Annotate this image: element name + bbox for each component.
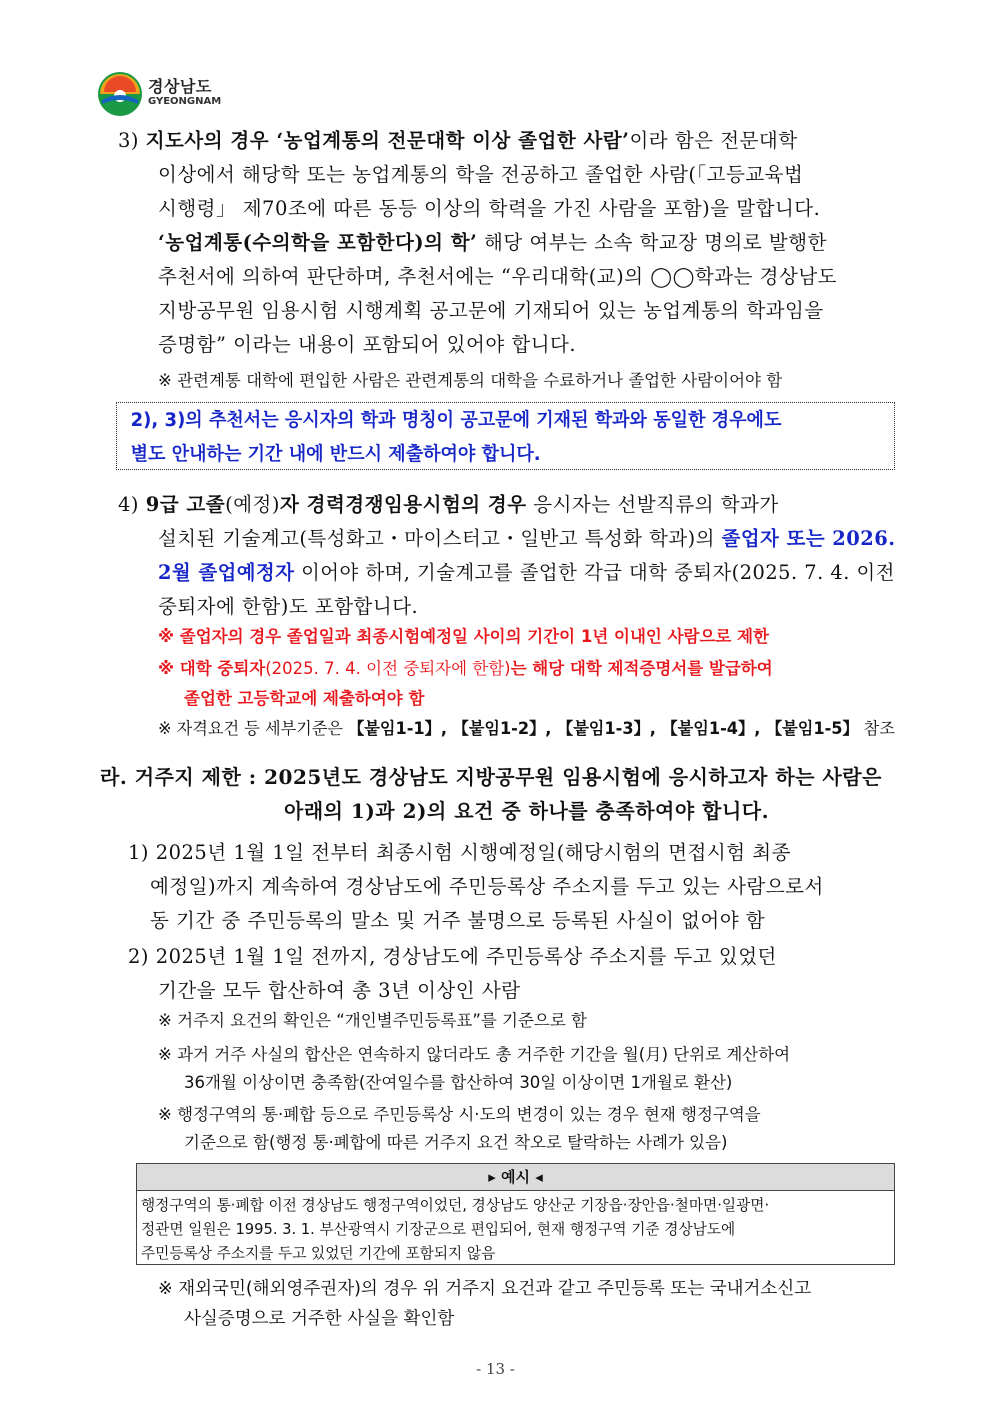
item-3-line-2: 이상에서 해당학 또는 농업계통의 학을 전공하고 졸업한 사람(「고등교육법: [158, 163, 804, 186]
example-title: ▸ 예시 ◂: [137, 1164, 894, 1191]
logo-korean-name: 경상남도: [148, 77, 212, 96]
item-3-bold-phrase: 지도사의 경우 ‘농업계통의 전문대학 이상 졸업한 사람’: [145, 129, 630, 152]
item-4-reference-note: [158, 714, 895, 744]
item-3-note: ※ 관련계통 대학에 편입한 사람은 관련계통의 대학을 수료하거나 졸업한 사람이어야 함: [158, 371, 783, 390]
residence-note-3-line-2: 기준으로 함(행정 통·폐합에 따른 거주지 요건 착오로 탈락하는 사례가 있음): [184, 1133, 728, 1152]
item-3-text: 이라 함은 전문대학: [629, 129, 798, 152]
example-line-3: 주민등록상 주소지를 두고 있었던 기간에 포함되지 않음: [141, 1244, 496, 1262]
submission-notice-box: [116, 402, 895, 470]
page-number: - 13 -: [476, 1360, 515, 1378]
example-body: [137, 1191, 894, 1265]
example-box: [136, 1163, 895, 1265]
item-3-number: 3): [118, 129, 140, 152]
ref-note-a: ※ 자격요건 등 세부기준은: [158, 719, 349, 738]
item-4-line-1: [118, 488, 779, 522]
item-4-text-2: 설치된 기술계고(특성화고・마이스터고・일반고 특성화 학과)의: [158, 527, 722, 550]
item-3-bold-phrase-2: ‘농업계통(수의학을 포함한다)의 학’: [158, 231, 478, 254]
item-4-number: 4): [118, 493, 140, 516]
item-4-bold-2: 자 경력경쟁임용시험의 경우: [279, 493, 527, 516]
residence-item-1-line-1: 1) 2025년 1월 1일 전부터 최종시험 시행예정일(해당시험의 면접시험 최종: [128, 841, 791, 864]
item-4-bold-1: 9급 고졸: [145, 493, 226, 516]
residence-note-3-line-1: ※ 행정구역의 통·폐합 등으로 주민등록상 시·도의 변경이 있는 경우 현재 행정구역을: [158, 1105, 761, 1124]
item-4-text-1: 응시자는 선발직류의 학과가: [526, 493, 779, 516]
item-3-line-3: 시행령」 제70조에 따른 동등 이상의 학력을 가진 사람을 포함)을 말합니다.: [158, 197, 821, 220]
item-4-line-4: 중퇴자에 한함)도 포함합니다.: [158, 595, 419, 618]
item-4-line-3: [158, 556, 895, 590]
red-note-2-b: (2025. 7. 4. 이전 중퇴자에 한함): [265, 659, 511, 678]
gyeongnam-emblem-icon: [96, 70, 144, 118]
red-note-2: [158, 654, 773, 684]
item-4-highlight-1: 졸업자 또는 2026.: [721, 527, 896, 550]
residence-item-1-line-2: 예정일)까지 계속하여 경상남도에 주민등록상 주소지를 두고 있는 사람으로서: [150, 875, 824, 898]
item-4-line-2: [158, 522, 896, 556]
final-note-line-2: 사실증명으로 거주한 사실을 확인함: [184, 1309, 455, 1329]
red-note-2-c: 는 해당 대학 제적증명서를 발급하여: [510, 659, 773, 678]
residence-note-1: ※ 거주지 요건의 확인은 “개인별주민등록표”를 기준으로 함: [158, 1011, 587, 1030]
notice-line-2: 별도 안내하는 기간 내에 반드시 제출하여야 합니다.: [130, 444, 541, 465]
ref-note-c: 참조: [858, 719, 896, 738]
red-note-1: ※ 졸업자의 경우 졸업일과 최종시험예정일 사이의 기간이 1년 이내인 사람으로 제한: [158, 627, 769, 646]
residence-note-2-line-2: 36개월 이상이면 충족함(잔여일수를 합산하여 30일 이상이면 1개월로 환산): [184, 1073, 733, 1092]
section-heading-line-2: 아래의 1)과 2)의 요건 중 하나를 충족하여야 합니다.: [284, 799, 770, 823]
item-3-line-7: 증명함” 이라는 내용이 포함되어 있어야 합니다.: [158, 333, 577, 356]
final-note-line-1: ※ 재외국민(해외영주권자)의 경우 위 거주지 요건과 같고 주민등록 또는 국내거소신고: [158, 1279, 812, 1299]
item-3-line-5: 추천서에 의하여 판단하며, 추천서에는 “우리대학(교)의 ◯◯학과는 경상남도: [158, 265, 837, 288]
example-line-1: 행정구역의 통·폐합 이전 경상남도 행정구역이었던, 경상남도 양산군 기장읍·장안읍·철마면·일광면·: [141, 1196, 770, 1214]
ref-note-attachments: 【붙임1-1】, 【붙임1-2】, 【붙임1-3】, 【붙임1-4】, 【붙임1-5】: [348, 719, 859, 738]
item-3-line-6: 지방공무원 임용시험 시행계획 공고문에 기재되어 있는 농업계통의 학과임을: [158, 299, 824, 322]
logo-english-name: GYEONGNAM: [148, 96, 222, 107]
section-heading-line-1: 라. 거주지 제한 : 2025년도 경상남도 지방공무원 임용시험에 응시하고자 하는 사람은: [100, 765, 882, 789]
red-note-2-a: ※ 대학 중퇴자: [158, 659, 266, 678]
red-note-3: 졸업한 고등학교에 제출하여야 함: [184, 689, 425, 708]
residence-item-2-line-1: 2) 2025년 1월 1일 전까지, 경상남도에 주민등록상 주소지를 두고 있었던: [128, 945, 777, 968]
notice-line-1: 2), 3)의 추천서는 응시자의 학과 명칭이 공고문에 기재된 학과와 동일한 경우에도: [130, 410, 782, 431]
item-3-text-2: 해당 여부는 소속 학교장 명의로 발행한: [477, 231, 827, 254]
item-4-paren: (예정): [225, 493, 280, 516]
residence-item-2-line-2: 기간을 모두 합산하여 총 3년 이상인 사람: [158, 979, 521, 1002]
item-3-line-1: [118, 124, 798, 158]
item-4-text-3: 이어야 하며, 기술계고를 졸업한 각급 대학 중퇴자(2025. 7. 4. 이전: [294, 561, 895, 584]
example-line-2: 정관면 일원은 1995. 3. 1. 부산광역시 기장군으로 편입되어, 현재 행정구역 기준 경상남도에: [141, 1220, 736, 1238]
gyeongnam-logo: [96, 70, 246, 120]
item-4-highlight-2: 2월 졸업예정자: [158, 561, 295, 584]
residence-note-2-line-1: ※ 과거 거주 사실의 합산은 연속하지 않더라도 총 거주한 기간을 월(月) 단위로 계산하여: [158, 1045, 791, 1064]
item-3-line-4: [158, 226, 827, 260]
residence-item-1-line-3: 동 기간 중 주민등록의 말소 및 거주 불명으로 등록된 사실이 없어야 함: [150, 909, 766, 932]
